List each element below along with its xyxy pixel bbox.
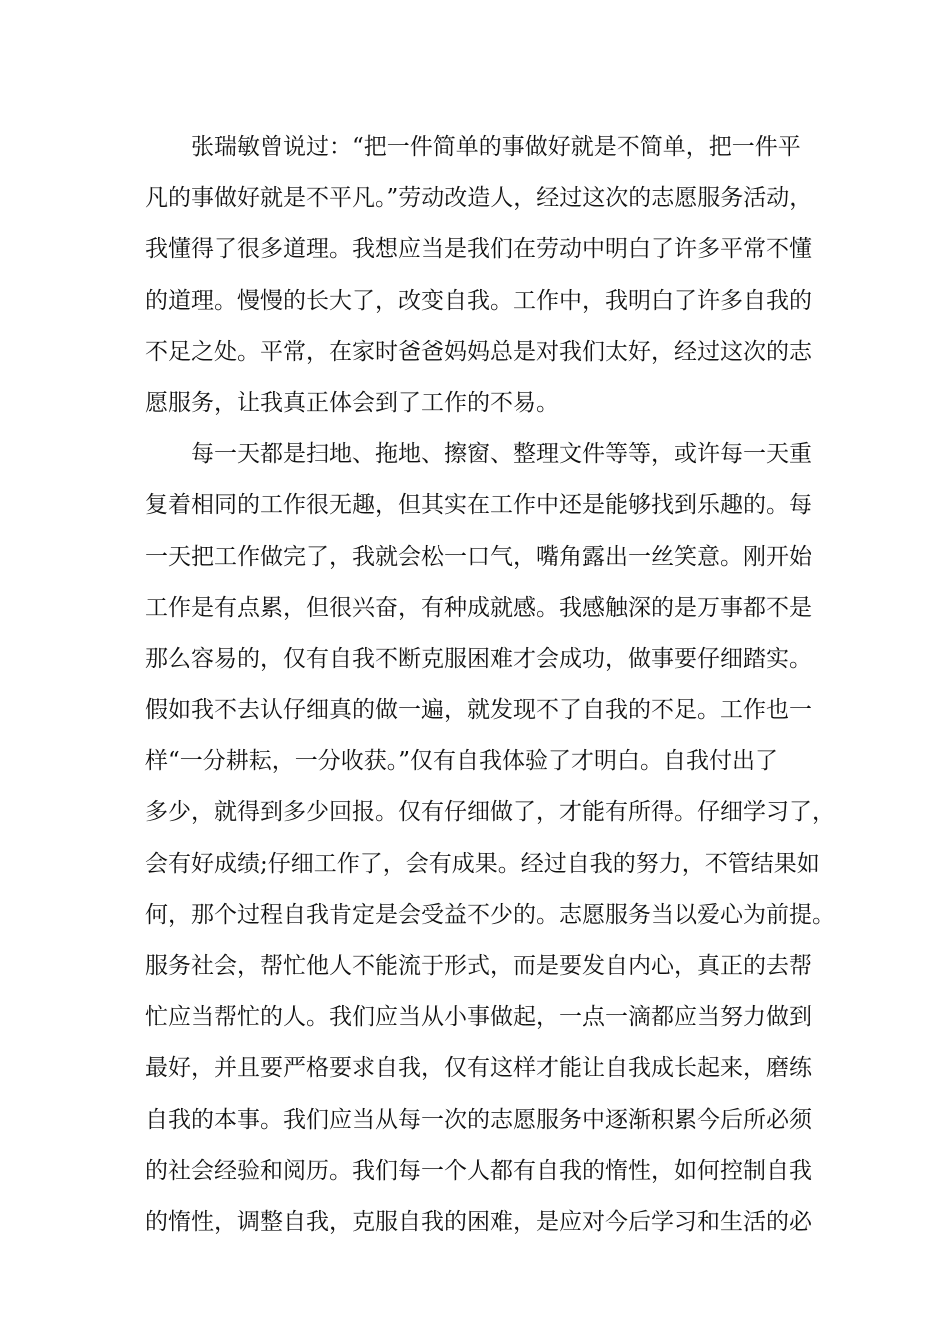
text-line: 一天把工作做完了，我就会松一口气，嘴角露出一丝笑意。刚开始 (145, 543, 812, 570)
paragraph-1 (145, 122, 825, 429)
text-line: 每一天都是扫地、拖地、擦窗、整理文件等等，或许每一天重 (191, 441, 812, 468)
text-line: 不足之处。平常，在家时爸爸妈妈总是对我们太好，经过这次的志 (145, 338, 812, 365)
text-line: 自我的本事。我们应当从每一次的志愿服务中逐渐积累今后所必须 (145, 1106, 812, 1133)
text-line: 复着相同的工作很无趣，但其实在工作中还是能够找到乐趣的。每 (145, 492, 812, 519)
text-line: 最好，并且要严格要求自我，仅有这样才能让自我成长起来，磨练 (145, 1055, 812, 1082)
body-text (145, 122, 835, 1248)
text-line: 的道理。慢慢的长大了，改变自我。工作中，我明白了许多自我的 (145, 287, 812, 314)
text-line: 愿服务，让我真正体会到了工作的不易。 (145, 389, 559, 416)
text-line: 多少，就得到多少回报。仅有仔细做了，才能有所得。仔细学习了， (145, 799, 835, 826)
text-line: 的社会经验和阅历。我们每一个人都有自我的惰性，如何控制自我 (145, 1157, 812, 1184)
text-line: 样“一分耕耘，一分收获。”仅有自我体验了才明白。自我付出了 (145, 748, 779, 775)
text-line: 那么容易的，仅有自我不断克服困难才会成功，做事要仔细踏实。 (145, 645, 812, 672)
text-line: 假如我不去认仔细真的做一遍，就发现不了自我的不足。工作也一 (145, 697, 812, 724)
text-line: 何，那个过程自我肯定是会受益不少的。志愿服务当以爱心为前提。 (145, 901, 835, 928)
text-line: 服务社会，帮忙他人不能流于形式，而是要发自内心，真正的去帮 (145, 953, 812, 979)
text-line: 忙应当帮忙的人。我们应当从小事做起，一点一滴都应当努力做到 (145, 1004, 812, 1031)
paragraph-2 (145, 429, 835, 1248)
text-line: 的惰性，调整自我，克服自我的困难，是应对今后学习和生活的必 (145, 1208, 812, 1235)
text-line: 凡的事做好就是不平凡。”劳动改造人，经过这次的志愿服务活动， (145, 185, 813, 212)
text-line: 我懂得了很多道理。我想应当是我们在劳动中明白了许多平常不懂 (145, 236, 812, 263)
text-line: 张瑞敏曾说过：“把一件简单的事做好就是不简单，把一件平 (191, 134, 801, 160)
text-line: 会有好成绩;仔细工作了，会有成果。经过自我的努力，不管结果如 (145, 850, 820, 877)
text-line: 工作是有点累，但很兴奋，有种成就感。我感触深的是万事都不是 (145, 594, 812, 621)
